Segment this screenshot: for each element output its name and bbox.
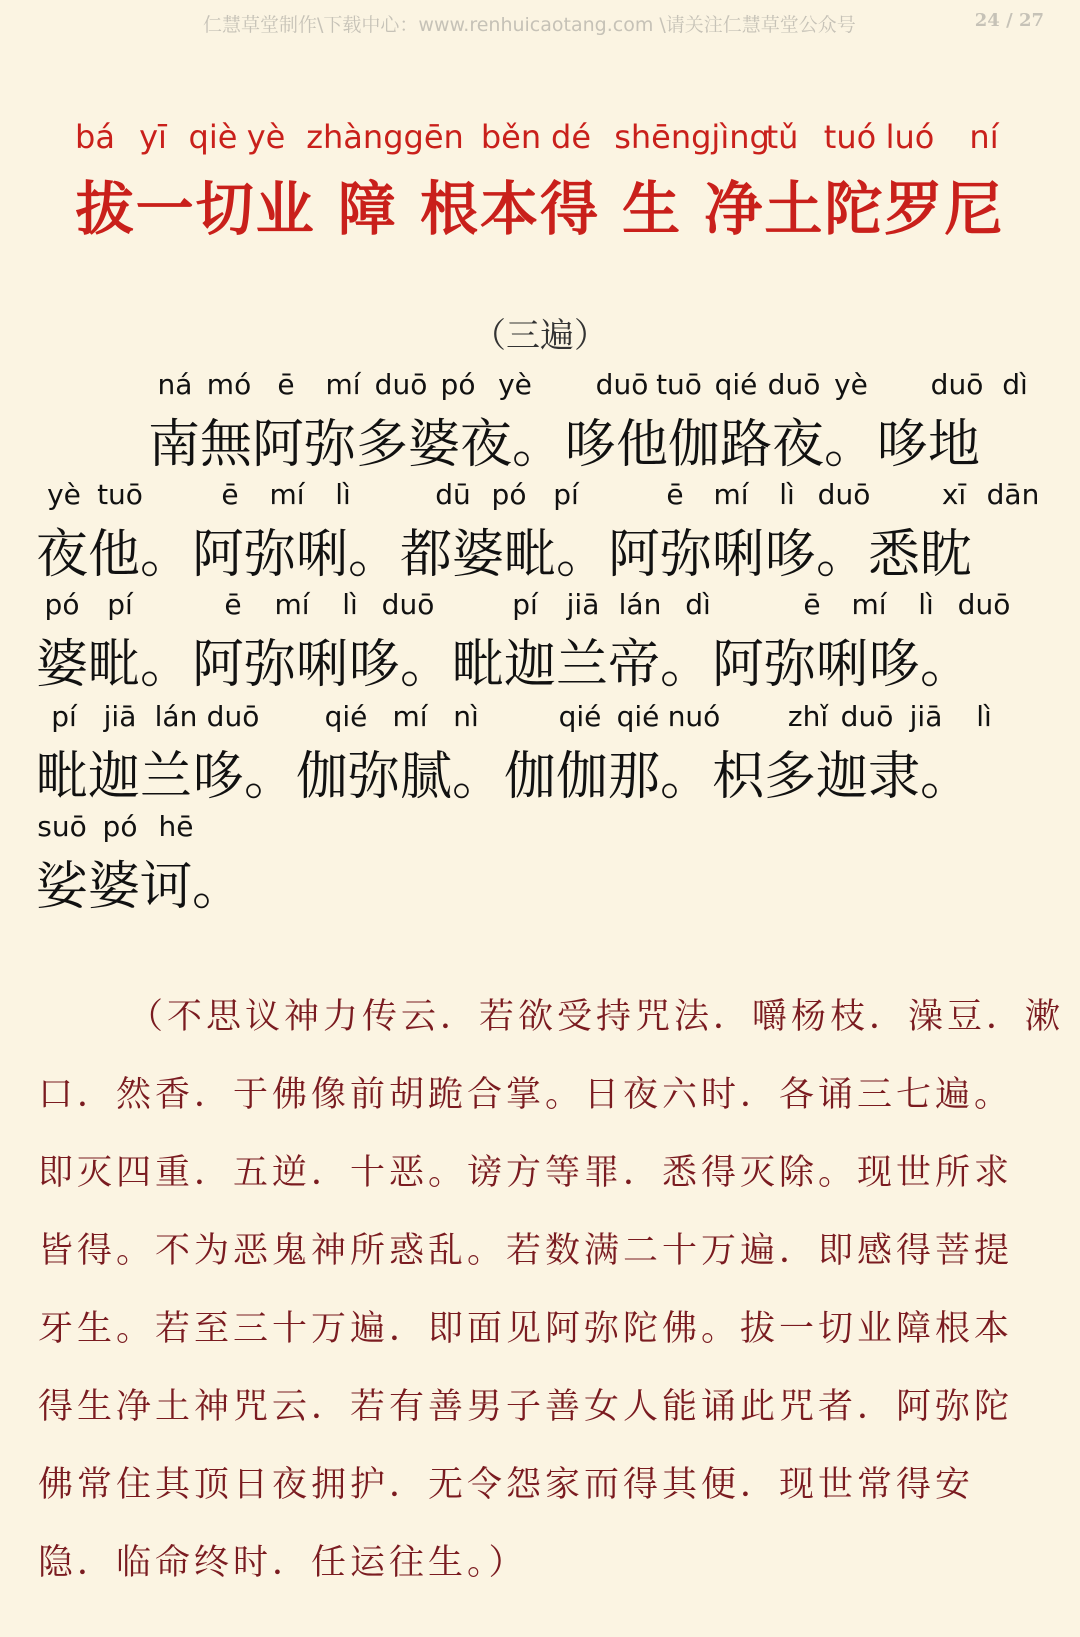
pinyin-syllable: qié [324,700,368,733]
title-pinyin-syllable: qiè [188,118,238,156]
pinyin-syllable: pó [44,588,80,621]
site-credit-text: 仁慧草堂制作\下载中心：www.renhuicaotang.com \请关注仁慧草堂公众号 [203,14,856,36]
pinyin-syllable: yè [498,368,532,401]
pinyin-syllable: duō [381,588,435,621]
title-pinyin-syllable: zhànggēn [306,118,464,156]
pinyin-syllable: ē [803,588,821,621]
pinyin-syllable: lì [918,588,934,621]
pinyin-syllable: duō [957,588,1011,621]
pinyin-syllable: tuō [656,368,702,401]
pinyin-syllable: yè [47,478,81,511]
title-pinyin-syllable: běn [480,118,542,156]
mantra-line [0,368,1080,478]
pinyin-syllable: duō [374,368,428,401]
pinyin-syllable: pó [491,478,527,511]
pinyin-syllable: pí [512,588,538,621]
mantra-text: 南無阿弥多婆夜。哆他伽路夜。哆地 [148,415,981,475]
pinyin-syllable: pí [553,478,579,511]
commentary-line: （不思议神力传云．若欲受持咒法．嚼杨枝．澡豆．漱 [128,997,1065,1037]
pinyin-syllable: ē [221,478,239,511]
pinyin-syllable: tuō [97,478,143,511]
pinyin-syllable: suō [37,810,87,843]
pinyin-syllable: duō [930,368,984,401]
pinyin-syllable: pí [51,700,77,733]
pinyin-syllable: lì [779,478,795,511]
title-pinyin-syllable: shēngjìng [614,118,770,156]
pinyin-syllable: jiā [103,700,137,733]
mantra-line [0,588,1080,698]
pinyin-syllable: mí [713,478,749,511]
pinyin-syllable: dān [986,478,1040,511]
repeat-count-note: （三遍） [472,316,608,356]
page-header [0,10,1080,40]
pinyin-syllable: duō [767,368,821,401]
mantra-line [0,700,1080,810]
title-pinyin [0,118,1080,168]
page-indicator: 24 / 27 [974,10,1044,31]
title-pinyin-syllable: bá [75,118,115,156]
pinyin-syllable: duō [595,368,649,401]
title-pinyin-syllable: ní [969,118,999,156]
pinyin-syllable: dì [685,588,711,621]
pinyin-syllable: duō [206,700,260,733]
pinyin-syllable: mó [206,368,252,401]
title-text: 拔一切业 障 根本得 生 净土陀罗尼 [75,175,1005,243]
pinyin-syllable: qié [714,368,758,401]
commentary-line: 即灭四重．五逆．十恶。谤方等罪．悉得灭除。现世所求 [38,1153,1014,1193]
pinyin-syllable: duō [817,478,871,511]
pinyin-syllable: ē [277,368,295,401]
pinyin-syllable: mí [274,588,310,621]
commentary-line: 口．然香．于佛像前胡跪合掌。日夜六时．各诵三七遍。 [38,1075,1014,1115]
pinyin-syllable: jiā [909,700,943,733]
pinyin-syllable: ē [224,588,242,621]
commentary-line: 得生净土神咒云．若有善男子善女人能诵此咒者．阿弥陀 [38,1387,1014,1427]
pinyin-syllable: nì [453,700,479,733]
commentary-paragraph [38,978,1065,1602]
pinyin-syllable: pí [107,588,133,621]
commentary-line: 皆得。不为恶鬼神所惑乱。若数满二十万遍．即感得菩提 [38,1231,1014,1271]
pinyin-syllable: lì [342,588,358,621]
page-title [0,162,1080,242]
pinyin-syllable: lán [154,700,198,733]
title-pinyin-syllable: tǔ [765,118,799,156]
commentary-line: 佛常住其顶日夜拥护．无令怨家而得其便．现世常得安 [38,1465,975,1505]
title-pinyin-syllable: yè [246,118,286,156]
pinyin-syllable: qié [558,700,602,733]
title-pinyin-syllable: yī [139,118,167,156]
pinyin-syllable: ná [157,368,193,401]
commentary-line: 隐．临命终时．任运往生。） [38,1543,528,1583]
pinyin-syllable: jiā [566,588,600,621]
pinyin-syllable: mí [851,588,887,621]
pinyin-syllable: dū [435,478,471,511]
pinyin-syllable: hē [158,810,194,843]
mantra-line [0,478,1080,588]
pinyin-syllable: duō [840,700,894,733]
pinyin-syllable: pó [102,810,138,843]
pinyin-syllable: xī [941,478,967,511]
pinyin-syllable: mí [325,368,361,401]
pinyin-syllable: mí [392,700,428,733]
pinyin-syllable: lán [618,588,662,621]
mantra-text: 夜他。阿弥唎。都婆毗。阿弥唎哆。悉眈 [36,525,973,585]
pinyin-syllable: ē [666,478,684,511]
pinyin-syllable: lì [976,700,992,733]
mantra-line [0,810,1080,920]
pinyin-syllable: zhǐ [787,700,829,733]
mantra-text: 毗迦兰哆。伽弥腻。伽伽那。枳多迦隶。 [36,747,973,807]
pinyin-syllable: dì [1002,368,1028,401]
pinyin-syllable: lì [335,478,351,511]
mantra-text: 婆毗。阿弥唎哆。毗迦兰帝。阿弥唎哆。 [36,635,973,695]
pinyin-syllable: yè [834,368,868,401]
title-pinyin-syllable: dé [551,118,591,156]
mantra-text: 娑婆诃。 [36,857,245,917]
pinyin-syllable: mí [269,478,305,511]
pinyin-syllable: nuó [667,700,721,733]
commentary-line: 牙生。若至三十万遍．即面见阿弥陀佛。拔一切业障根本 [38,1309,1014,1349]
title-pinyin-syllable: tuó [823,118,877,156]
pinyin-syllable: pó [440,368,476,401]
pinyin-syllable: qié [616,700,660,733]
title-pinyin-syllable: luó [885,118,935,156]
